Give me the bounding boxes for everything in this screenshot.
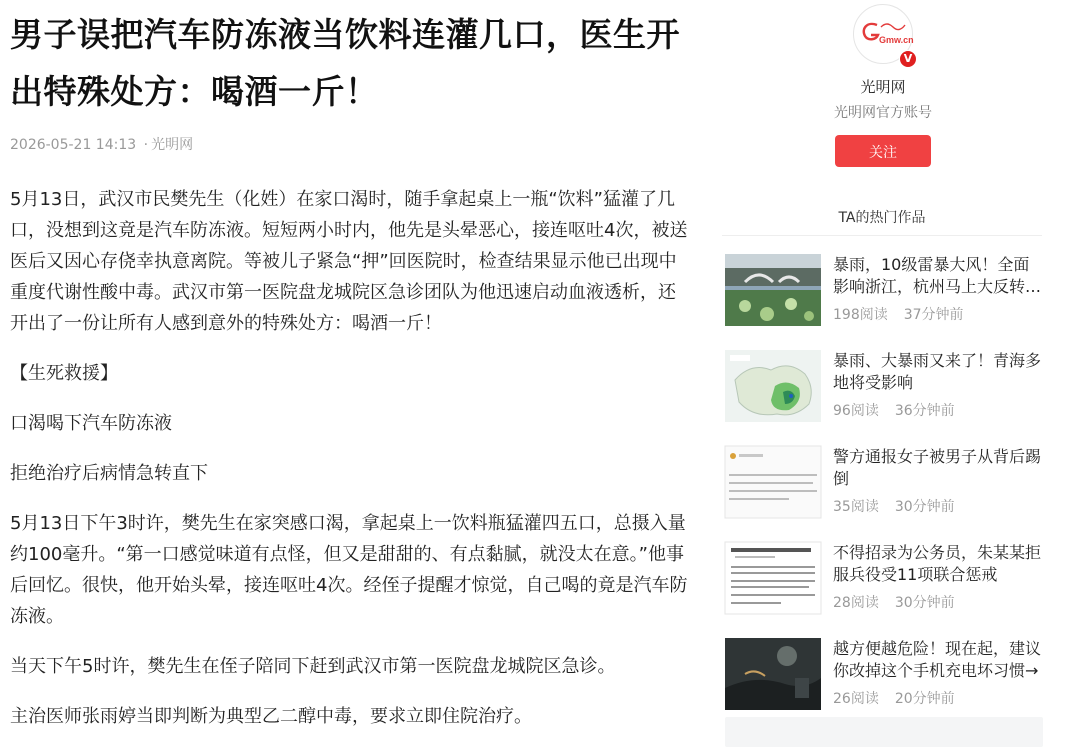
hot-item-stats (833, 688, 1043, 708)
document-notice-thumbnail[interactable] (725, 542, 821, 614)
hot-item-title[interactable]: 暴雨，10级雷暴大风！全面影响浙江，杭州马上大反转… (833, 255, 1042, 296)
section-heading: 【生死救援】 (10, 363, 118, 384)
read-count: 26阅读 (833, 691, 879, 707)
account-description: 光明网官方账号 (834, 105, 932, 121)
weather-map-thumbnail[interactable] (725, 350, 821, 422)
article-paragraph: 5月13日，武汉市民樊先生（化姓）在家口渴时，随手拿起桌上一瓶“饮料”猛灌了几口，没想到这竟是汽车防冻液。短短两小时内，他先是头晕恶心，接连呕吐4次，被送医后又因心存侥幸执意离院。等被儿子紧急“押”回医院时，检查结果显示他已出现中重度代谢性酸中毒。武汉市第一医院盘龙城院区急诊团队为他迅速启动血液透析，还开出了一份让所有人感到意外的特殊处方：喝酒一斤！ (10, 189, 688, 334)
hot-item-stats (833, 592, 1043, 612)
publish-time: 36分钟前 (894, 403, 955, 419)
meta-separator: · (143, 137, 149, 153)
hot-item-info (833, 542, 1043, 614)
read-count: 198阅读 (833, 307, 888, 323)
hot-item-stats (833, 304, 1043, 324)
hot-item-info (833, 446, 1043, 518)
publish-time: 20分钟前 (894, 691, 955, 707)
hot-item-info (833, 254, 1043, 326)
hot-item-info (833, 638, 1043, 710)
hot-item[interactable] (718, 542, 1048, 614)
hot-item-title[interactable]: 越方便越危险！现在起，建议你改掉这个手机充电坏习惯→ (833, 639, 1042, 680)
hot-item[interactable] (718, 638, 1048, 710)
hot-item-stats (833, 496, 1043, 516)
hot-item-stats (833, 400, 1043, 420)
verified-badge-icon: V (899, 50, 917, 68)
publish-time: 30分钟前 (894, 595, 955, 611)
lake-scene-thumbnail[interactable] (725, 254, 821, 326)
article (10, 0, 690, 732)
next-section-box (725, 717, 1043, 747)
hot-item-info (833, 350, 1043, 422)
publish-time: 37分钟前 (903, 307, 964, 323)
publish-time: 30分钟前 (894, 499, 955, 515)
avatar[interactable] (853, 4, 913, 64)
logo-text: Gmw.cn (879, 35, 914, 45)
article-title: 男子误把汽车防冻液当饮料连灌几口，医生开出特殊处方：喝酒一斤！ (10, 15, 680, 111)
source-link[interactable]: 光明网 (151, 137, 194, 153)
police-notice-thumbnail[interactable] (725, 446, 821, 518)
article-paragraph: 主治医师张雨婷当即判断为典型乙二醇中毒，要求立即住院治疗。 (10, 706, 532, 727)
follow-button[interactable]: 关注 (835, 135, 931, 167)
read-count: 28阅读 (833, 595, 879, 611)
article-meta (10, 134, 690, 154)
hot-item[interactable] (718, 350, 1048, 422)
hot-works-list (718, 254, 1048, 710)
publish-date: 2026-05-21 14:13 (10, 137, 137, 153)
author-profile (718, 0, 1048, 167)
hot-item-title[interactable]: 不得招录为公务员，朱某某拒服兵役受11项联合惩戒 (833, 543, 1042, 584)
hot-works-header: TA的热门作品 (722, 207, 1042, 236)
hot-item[interactable] (718, 254, 1048, 326)
subheading: 拒绝治疗后病情急转直下 (10, 463, 208, 484)
hot-item-title[interactable]: 暴雨、大暴雨又来了！青海多地将受影响 (833, 351, 1042, 392)
article-paragraph: 当天下午5时许，樊先生在侄子陪同下赶到武汉市第一医院盘龙城院区急诊。 (10, 656, 616, 677)
read-count: 96阅读 (833, 403, 879, 419)
sidebar (718, 0, 1048, 734)
subheading: 口渴喝下汽车防冻液 (10, 413, 172, 434)
night-scene-thumbnail[interactable] (725, 638, 821, 710)
account-name[interactable]: 光明网 (860, 78, 906, 96)
hot-item-title[interactable]: 警方通报女子被男子从背后踢倒 (833, 447, 1042, 488)
read-count: 35阅读 (833, 499, 879, 515)
hot-item[interactable] (718, 446, 1048, 518)
article-paragraph: 5月13日下午3时许，樊先生在家突感口渴，拿起桌上一饮料瓶猛灌四五口，总摄入量约100毫升。“第一口感觉味道有点怪，但又是甜甜的、有点黏腻，就没太在意。”他事后回忆。很快，他开始头晕，接连呕吐4次。经侄子提醒才惊觉，自己喝的竟是汽车防冻液。 (10, 513, 688, 627)
